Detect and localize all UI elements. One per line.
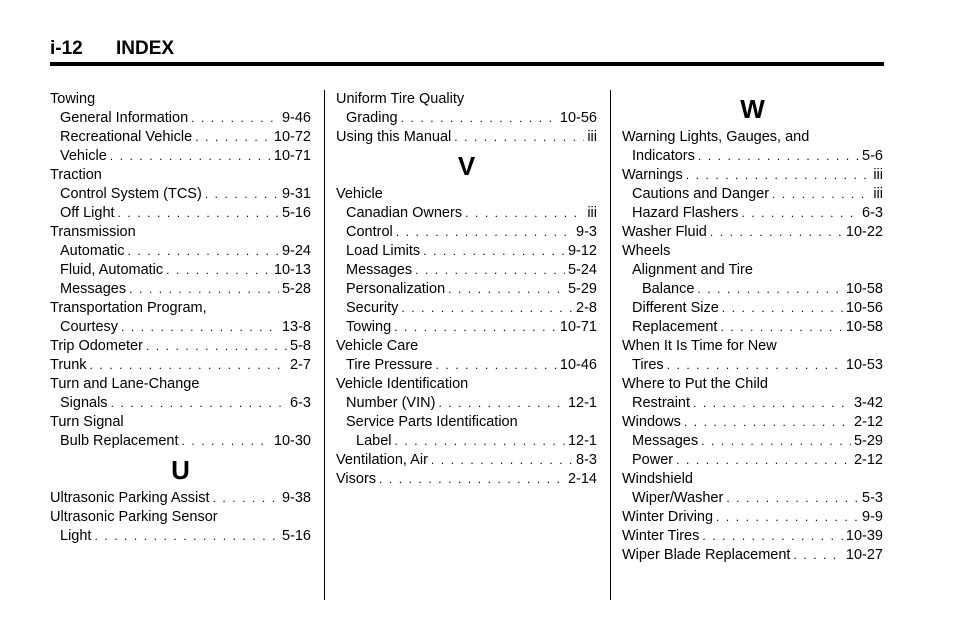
index-entry-page: 10-58 [845, 319, 883, 335]
dot-leader [710, 223, 843, 242]
index-entry-term: Load Limits [346, 243, 421, 259]
index-entry-term: Traction [50, 167, 102, 183]
index-entry-term: Automatic [60, 243, 125, 259]
dot-leader [697, 280, 843, 299]
index-entry-term: Fluid, Automatic [60, 262, 164, 278]
index-entry [50, 432, 311, 451]
index-entry-page: 9-38 [281, 490, 311, 506]
index-entry-term: Messages [632, 433, 699, 449]
index-entry [50, 261, 311, 280]
index-column-2 [336, 90, 597, 489]
dot-leader [423, 242, 565, 261]
index-entry [50, 109, 311, 128]
index-entry-term: Balance [642, 281, 695, 297]
dot-leader [394, 432, 564, 451]
index-entry-term: Number (VIN) [346, 395, 436, 411]
index-entry-term: Transportation Program, [50, 300, 207, 316]
index-entry-page: 5-16 [281, 528, 311, 544]
index-entry-term: Ventilation, Air [336, 452, 428, 468]
index-entry [622, 185, 883, 204]
index-entry [622, 204, 883, 223]
index-entry [50, 318, 311, 337]
index-entry-term: Turn Signal [50, 414, 124, 430]
index-entry [50, 185, 311, 204]
dot-leader [701, 432, 851, 451]
dot-leader [394, 318, 557, 337]
dot-leader [693, 394, 851, 413]
dot-leader [726, 489, 859, 508]
page-title: INDEX [116, 38, 175, 59]
index-entry-term: Washer Fluid [622, 224, 707, 240]
index-entry [622, 242, 883, 261]
dot-leader [720, 318, 842, 337]
dot-leader [698, 147, 859, 166]
dot-leader [127, 242, 278, 261]
index-entry-term: Wiper/Washer [632, 490, 724, 506]
index-entry-term: Hazard Flashers [632, 205, 739, 221]
index-entry [622, 508, 883, 527]
index-entry-page: 9-31 [281, 186, 311, 202]
index-entry-term: Tire Pressure [346, 357, 433, 373]
index-entry-term: Grading [346, 110, 398, 126]
dot-leader [676, 451, 851, 470]
index-entry-term: Signals [60, 395, 108, 411]
dot-leader [438, 394, 565, 413]
index-entry [622, 413, 883, 432]
index-entry-page: 10-56 [559, 110, 597, 126]
index-entry-page: 2-8 [576, 300, 597, 316]
dot-leader [741, 204, 859, 223]
index-entry [622, 299, 883, 318]
index-entry-term: Windows [622, 414, 681, 430]
index-entry-term: Replacement [632, 319, 718, 335]
dot-leader [195, 128, 271, 147]
dot-leader [129, 280, 279, 299]
index-entry-term: Trip Odometer [50, 338, 143, 354]
index-entry [336, 280, 597, 299]
index-entry-page: 9-12 [567, 243, 597, 259]
index-entry [50, 413, 311, 432]
index-entry-term: Winter Driving [622, 509, 714, 525]
index-entry-page: 5-29 [853, 433, 883, 449]
index-entry-term: Wheels [622, 243, 671, 259]
index-entry [622, 128, 883, 147]
index-entry [336, 451, 597, 470]
column-divider-2 [610, 90, 611, 600]
dot-leader [191, 109, 279, 128]
index-entry-page: 10-71 [559, 319, 597, 335]
dot-leader [686, 166, 871, 185]
page-header [50, 38, 884, 64]
index-entry-page: 5-29 [567, 281, 597, 297]
index-entry-term: Turn and Lane-Change [50, 376, 200, 392]
page-number: i-12 [50, 38, 83, 59]
index-entry-term: When It Is Time for New [622, 338, 777, 354]
index-entry-term: Canadian Owners [346, 205, 463, 221]
index-entry [336, 185, 597, 204]
index-column-1 [50, 90, 311, 546]
dot-leader [94, 527, 279, 546]
dot-leader [415, 261, 565, 280]
index-entry-term: Tires [632, 357, 664, 373]
index-entry [336, 242, 597, 261]
index-entry-term: Messages [346, 262, 413, 278]
index-entry [622, 394, 883, 413]
index-entry-term: Ultrasonic Parking Assist [50, 490, 210, 506]
index-entry-page: 2-14 [567, 471, 597, 487]
index-entry-term: Warnings [622, 167, 683, 183]
index-entry [50, 337, 311, 356]
index-entry-term: Power [632, 452, 674, 468]
index-entry-page: 10-30 [273, 433, 311, 449]
index-entry-term: Restraint [632, 395, 691, 411]
index-entry [50, 508, 311, 527]
index-entry-page: 5-24 [567, 262, 597, 278]
index-entry-term: General Information [60, 110, 189, 126]
dot-leader [379, 470, 565, 489]
index-entry [622, 147, 883, 166]
index-entry-page: 9-9 [862, 509, 883, 525]
index-entry [622, 432, 883, 451]
index-entry [50, 356, 311, 375]
index-entry-page: 5-28 [281, 281, 311, 297]
index-entry-page: 10-53 [845, 357, 883, 373]
index-entry-term: Control System (TCS) [60, 186, 202, 202]
index-entry-term: Windshield [622, 471, 693, 487]
index-entry-term: Ultrasonic Parking Sensor [50, 509, 218, 525]
index-entry-page: 12-1 [567, 395, 597, 411]
dot-leader [454, 128, 584, 147]
dot-leader [396, 223, 573, 242]
index-entry [622, 470, 883, 489]
dot-leader [118, 204, 279, 223]
index-entry [50, 204, 311, 223]
dot-leader [166, 261, 271, 280]
index-entry [336, 109, 597, 128]
index-entry-term: Using this Manual [336, 129, 452, 145]
index-entry [336, 128, 597, 147]
dot-leader [702, 527, 843, 546]
index-entry-page: iii [873, 186, 883, 202]
dot-leader [684, 413, 851, 432]
index-entry [336, 318, 597, 337]
index-entry-page: 5-3 [862, 490, 883, 506]
index-entry-term: Trunk [50, 357, 87, 373]
index-entry-term: Warning Lights, Gauges, and [622, 129, 810, 145]
column-divider-1 [324, 90, 325, 600]
index-entry [622, 166, 883, 185]
index-entry-page: 6-3 [862, 205, 883, 221]
index-entry [50, 128, 311, 147]
index-entry-term: Label [356, 433, 392, 449]
index-entry [622, 337, 883, 356]
index-column-3 [622, 90, 883, 565]
index-entry [336, 204, 597, 223]
index-entry-term: Where to Put the Child [622, 376, 768, 392]
index-entry-term: Alignment and Tire [632, 262, 753, 278]
index-entry [622, 280, 883, 299]
index-entry-page: 10-39 [845, 528, 883, 544]
section-letter: V [457, 151, 476, 181]
index-entry [336, 299, 597, 318]
dot-leader [121, 318, 279, 337]
index-entry [622, 527, 883, 546]
index-entry [50, 223, 311, 242]
index-entry-term: Personalization [346, 281, 446, 297]
index-entry [336, 223, 597, 242]
index-entry-term: Security [346, 300, 399, 316]
index-entry-term: Towing [346, 319, 392, 335]
index-entry-page: 10-72 [273, 129, 311, 145]
dot-leader [111, 394, 287, 413]
section-letter: W [740, 94, 765, 124]
index-entry-term: Wiper Blade Replacement [622, 547, 791, 563]
index-entry-page: 13-8 [281, 319, 311, 335]
index-entry-page: 2-7 [290, 357, 311, 373]
index-entry [50, 299, 311, 318]
index-entry-page: 9-46 [281, 110, 311, 126]
index-entry-term: Indicators [632, 148, 695, 164]
dot-leader [90, 356, 288, 375]
index-entry-term: Vehicle [336, 186, 383, 202]
index-entry-page: iii [587, 129, 597, 145]
index-entry-page: 10-27 [845, 547, 883, 563]
index-entry [336, 432, 597, 451]
index-entry-term: Vehicle Identification [336, 376, 469, 392]
index-entry [622, 261, 883, 280]
index-entry [336, 470, 597, 489]
index-entry-page: 5-6 [862, 148, 883, 164]
index-entry-term: Towing [50, 91, 96, 107]
dot-leader [182, 432, 271, 451]
index-entry-page: iii [873, 167, 883, 183]
index-entry [336, 356, 597, 375]
index-entry-term: Different Size [632, 300, 719, 316]
index-entry-page: 3-42 [853, 395, 883, 411]
header-rule [50, 62, 884, 66]
index-entry [622, 223, 883, 242]
dot-leader [110, 147, 271, 166]
index-entry [50, 489, 311, 508]
dot-leader [146, 337, 287, 356]
index-entry-page: iii [587, 205, 597, 221]
index-entry-page: 10-46 [559, 357, 597, 373]
index-entry-term: Control [346, 224, 393, 240]
index-entry [622, 546, 883, 565]
dot-leader [213, 489, 279, 508]
index-entry [50, 394, 311, 413]
index-entry [50, 147, 311, 166]
index-entry-page: 10-58 [845, 281, 883, 297]
index-entry-page: 12-1 [567, 433, 597, 449]
index-entry-page: 10-13 [273, 262, 311, 278]
index-entry [336, 90, 597, 109]
dot-leader [401, 299, 573, 318]
index-entry [622, 489, 883, 508]
dot-leader [465, 204, 584, 223]
index-entry-page: 8-3 [576, 452, 597, 468]
index-entry [50, 242, 311, 261]
index-entry-term: Bulb Replacement [60, 433, 179, 449]
dot-leader [448, 280, 565, 299]
dot-leader [793, 546, 842, 565]
index-entry-term: Courtesy [60, 319, 119, 335]
index-entry-page: 10-22 [845, 224, 883, 240]
index-entry-page: 2-12 [853, 414, 883, 430]
index-entry-page: 10-56 [845, 300, 883, 316]
dot-leader [431, 451, 573, 470]
index-entry [50, 166, 311, 185]
index-entry-page: 2-12 [853, 452, 883, 468]
index-entry [336, 394, 597, 413]
dot-leader [667, 356, 843, 375]
dot-leader [722, 299, 843, 318]
dot-leader [716, 508, 859, 527]
index-entry-term: Vehicle [60, 148, 107, 164]
index-entry-term: Uniform Tire Quality [336, 91, 465, 107]
index-entry [336, 261, 597, 280]
index-entry-page: 9-24 [281, 243, 311, 259]
index-entry-term: Cautions and Danger [632, 186, 770, 202]
index-entry-page: 10-71 [273, 148, 311, 164]
index-entry-term: Transmission [50, 224, 136, 240]
index-entry-term: Recreational Vehicle [60, 129, 193, 145]
index-entry-term: Messages [60, 281, 127, 297]
index-entry-term: Light [60, 528, 92, 544]
index-entry-term: Service Parts Identification [346, 414, 518, 430]
index-entry [336, 413, 597, 432]
dot-leader [401, 109, 557, 128]
index-entry-term: Visors [336, 471, 377, 487]
index-entry [336, 337, 597, 356]
index-entry [622, 356, 883, 375]
index-entry [622, 318, 883, 337]
index-entry [622, 451, 883, 470]
index-entry [622, 375, 883, 394]
section-letter: U [171, 455, 190, 485]
dot-leader [435, 356, 556, 375]
dot-leader [205, 185, 279, 204]
index-entry-term: Winter Tires [622, 528, 700, 544]
index-entry-term: Vehicle Care [336, 338, 419, 354]
index-entry [50, 527, 311, 546]
index-entry [336, 375, 597, 394]
index-entry-page: 5-8 [290, 338, 311, 354]
index-entry [50, 280, 311, 299]
index-entry-page: 5-16 [281, 205, 311, 221]
dot-leader [772, 185, 870, 204]
index-entry-term: Off Light [60, 205, 115, 221]
index-entry [50, 375, 311, 394]
index-entry-page: 9-3 [576, 224, 597, 240]
index-entry [50, 90, 311, 109]
index-entry-page: 6-3 [290, 395, 311, 411]
